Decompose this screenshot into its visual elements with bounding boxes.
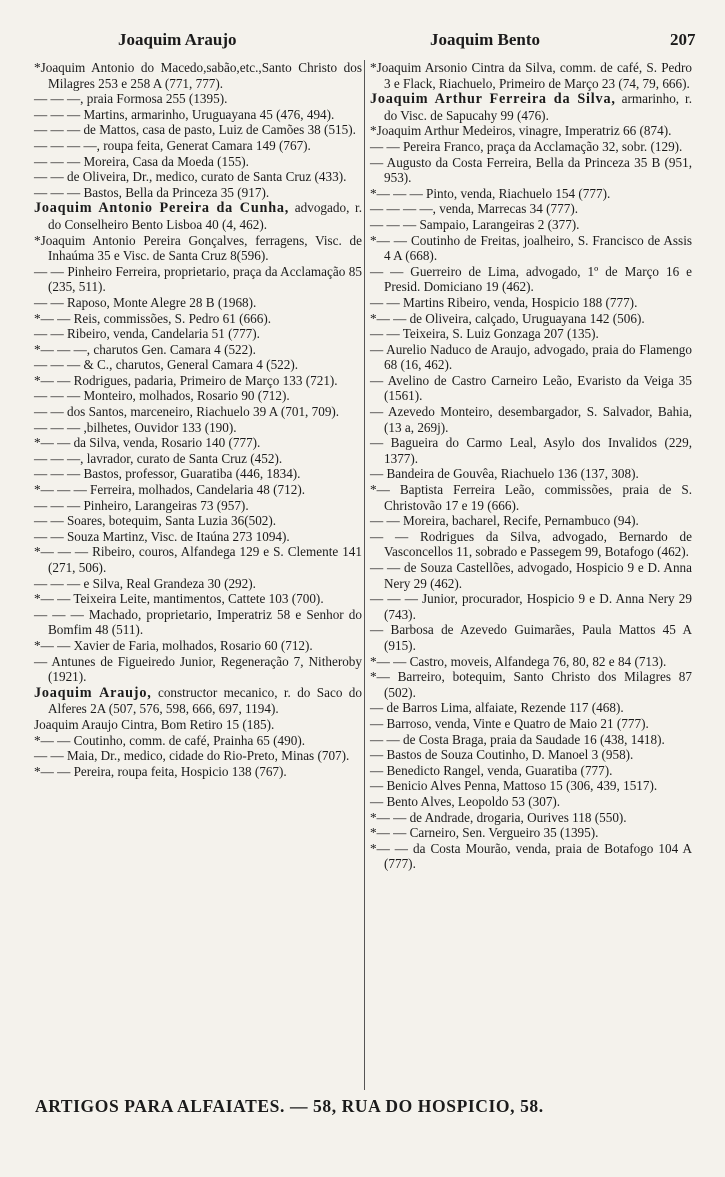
entry-text: — — Martins Ribeiro, venda, Hospicio 188 (777). bbox=[370, 294, 638, 310]
directory-entry bbox=[34, 498, 362, 514]
entry-text: *— — — Ribeiro, couros, Alfandega 129 e S. Clemente 141 (271, 506). bbox=[34, 544, 362, 575]
entry-text: — Benedicto Rangel, venda, Guaratiba (777). bbox=[370, 762, 613, 778]
directory-entry bbox=[370, 342, 692, 373]
entry-text: — — — Moreira, Casa da Moeda (155). bbox=[34, 153, 249, 169]
entry-text: — Azevedo Monteiro, desembargador, S. Salvador, Bahia, (13 a, 269j). bbox=[370, 404, 692, 435]
left-column bbox=[34, 60, 362, 779]
directory-entry bbox=[34, 295, 362, 311]
advertisement-footer: ARTIGOS PARA ALFAIATES. — 58, RUA DO HOSPICIO, 58. bbox=[35, 1096, 544, 1116]
entry-text: *— Barreiro, botequim, Santo Christo dos Milagres 87 (502). bbox=[370, 669, 692, 700]
directory-entry bbox=[370, 60, 692, 91]
directory-entry bbox=[370, 123, 692, 139]
entry-text: *— — da Costa Mourão, venda, praia de Botafogo 104 A (777). bbox=[370, 840, 692, 872]
directory-entry bbox=[34, 138, 362, 154]
directory-entry bbox=[370, 217, 692, 233]
entry-text: *— — Reis, commissões, S. Pedro 61 (666). bbox=[34, 310, 272, 326]
directory-entry bbox=[370, 841, 692, 872]
entry-text: — — Guerreiro de Lima, advogado, 1º de Março 16 e Presid. Domiciano 19 (462). bbox=[370, 263, 692, 295]
entry-text: *Joaquim Arsonio Cintra da Silva, comm. de café, S. Pedro 3 e Flack, Riachuelo, Primeiro de Março 23 (74, 79, 666). bbox=[370, 60, 692, 91]
entry-text: armarinho, r. do Visc. de Sapucahy 99 (476). bbox=[384, 91, 693, 123]
directory-entry bbox=[370, 326, 692, 342]
entry-name: Joaquim Arthur Ferreira da Silva, bbox=[370, 91, 616, 108]
entry-text: — Antunes de Figueiredo Junior, Regeneração 7, Nitheroby (1921). bbox=[34, 653, 362, 685]
directory-entry bbox=[34, 122, 362, 138]
entry-text: — — — e Silva, Real Grandeza 30 (292). bbox=[34, 575, 256, 591]
entry-text: Joaquim Araujo Cintra, Bom Retiro 15 (185). bbox=[34, 716, 275, 732]
directory-entry bbox=[34, 373, 362, 389]
entry-text: — Barbosa de Azevedo Guimarães, Paula Mattos 45 A (915). bbox=[370, 622, 692, 653]
entry-text: — — — —, roupa feita, Generat Camara 149 (767). bbox=[34, 137, 311, 153]
directory-entry bbox=[34, 357, 362, 373]
directory-entry bbox=[34, 544, 362, 575]
entry-name: Joaquim Araujo, bbox=[34, 684, 152, 701]
directory-entry bbox=[34, 466, 362, 482]
directory-entry bbox=[370, 778, 692, 794]
entry-text: — Barroso, venda, Vinte e Quatro de Maio 21 (777). bbox=[370, 715, 649, 731]
entry-text: *— — Castro, moveis, Alfandega 76, 80, 82 e 84 (713). bbox=[370, 653, 667, 669]
entry-text: — — Maia, Dr., medico, cidade do Rio-Preto, Minas (707). bbox=[34, 748, 350, 764]
directory-entry bbox=[34, 513, 362, 529]
directory-entry bbox=[34, 733, 362, 749]
page-number: 207 bbox=[670, 30, 696, 49]
directory-entry bbox=[34, 60, 362, 91]
directory-entry bbox=[34, 607, 362, 638]
directory-entry bbox=[370, 482, 692, 513]
entry-text: — Bandeira de Gouvêa, Riachuelo 136 (137, 308). bbox=[370, 466, 639, 482]
directory-entry bbox=[34, 342, 362, 358]
directory-entry bbox=[370, 622, 692, 653]
directory-entry bbox=[370, 404, 692, 435]
entry-text: — Aurelio Naduco de Araujo, advogado, praia do Flamengo 68 (16, 462). bbox=[370, 341, 692, 373]
directory-entry bbox=[370, 435, 692, 466]
entry-text: — Bagueira do Carmo Leal, Asylo dos Invalidos (229, 1377). bbox=[370, 435, 692, 466]
entry-text: — — Souza Martinz, Visc. de Itaúna 273 1094). bbox=[34, 528, 290, 544]
entry-text: — — Soares, botequim, Santa Luzia 36(502). bbox=[34, 513, 277, 529]
entry-text: *— — — Pinto, venda, Riachuelo 154 (777). bbox=[370, 185, 611, 201]
right-column bbox=[370, 60, 692, 872]
directory-entry bbox=[370, 810, 692, 826]
directory-entry bbox=[34, 200, 362, 232]
entry-text: — Avelino de Castro Carneiro Leão, Evaristo da Veiga 35 (1561). bbox=[370, 372, 692, 404]
directory-entry bbox=[34, 107, 362, 123]
entry-text: — — — Monteiro, molhados, Rosario 90 (712). bbox=[34, 388, 290, 404]
directory-entry bbox=[34, 169, 362, 185]
entry-text: — — — Pinheiro, Larangeiras 73 (957). bbox=[34, 497, 249, 513]
entry-text: — — Raposo, Monte Alegre 28 B (1968). bbox=[34, 294, 257, 310]
entry-text: — — Moreira, bacharel, Recife, Pernambuco (94). bbox=[370, 513, 639, 529]
header-left-name: Joaquim Araujo bbox=[118, 30, 237, 49]
entry-text: *— — de Oliveira, calçado, Uruguayana 142 (506). bbox=[370, 310, 645, 326]
entry-text: — — Pereira Franco, praça da Acclamação 32, sobr. (129). bbox=[370, 138, 683, 154]
entry-text: *— — Carneiro, Sen. Vergueiro 35 (1395). bbox=[370, 825, 599, 841]
directory-entry bbox=[370, 591, 692, 622]
directory-entry bbox=[370, 139, 692, 155]
entry-text: *— — Xavier de Faria, molhados, Rosario 60 (712). bbox=[34, 637, 313, 653]
entry-text: *— — — Ferreira, molhados, Candelaria 48 (712). bbox=[34, 482, 306, 498]
directory-entry bbox=[370, 233, 692, 264]
directory-entry bbox=[370, 295, 692, 311]
entry-text: *Joaquim Antonio do Macedo,sabão,etc.,Santo Christo dos Milagres 253 e 258 A (771, 777). bbox=[34, 60, 362, 91]
directory-entry bbox=[370, 513, 692, 529]
directory-entry bbox=[34, 638, 362, 654]
entry-text: *— — Coutinho de Freitas, joalheiro, S. Francisco de Assis 4 A (668). bbox=[370, 232, 692, 264]
directory-entry bbox=[370, 825, 692, 841]
entry-text: — — — Junior, procurador, Hospicio 9 e D. Anna Nery 29 (743). bbox=[370, 591, 692, 622]
directory-entry bbox=[34, 154, 362, 170]
directory-entry bbox=[34, 654, 362, 685]
entry-text: — — — de Mattos, casa de pasto, Luiz de Camões 38 (515). bbox=[34, 122, 356, 138]
directory-entry bbox=[34, 326, 362, 342]
directory-entry bbox=[370, 264, 692, 295]
entry-text: — — Ribeiro, venda, Candelaria 51 (777). bbox=[34, 326, 260, 342]
directory-entry bbox=[34, 748, 362, 764]
directory-entry bbox=[370, 763, 692, 779]
entry-text: — Benicio Alves Penna, Mattoso 15 (306, 439, 1517). bbox=[370, 778, 658, 794]
entry-text: *Joaquim Arthur Medeiros, vinagre, Imperatriz 66 (874). bbox=[370, 123, 672, 139]
entry-text: *— Baptista Ferreira Leão, commissões, praia de S. Christovão 17 e 19 (666). bbox=[370, 482, 692, 513]
entry-text: *— — Rodrigues, padaria, Primeiro de Março 133 (721). bbox=[34, 372, 338, 388]
entry-text: *Joaquim Antonio Pereira Gonçalves, ferragens, Visc. de Inhaúma 35 e Visc. de Santa Cruz 8(596). bbox=[34, 232, 362, 264]
entry-text: — — —, lavrador, curato de Santa Cruz (452). bbox=[34, 450, 283, 466]
entry-text: — — — Bastos, professor, Guaratiba (446, 1834). bbox=[34, 466, 301, 482]
directory-entry bbox=[370, 747, 692, 763]
directory-entry bbox=[34, 451, 362, 467]
entry-text: — — — Martins, armarinho, Uruguayana 45 (476, 494). bbox=[34, 106, 335, 122]
directory-entry bbox=[34, 91, 362, 107]
directory-entry bbox=[370, 466, 692, 482]
header-right-name: Joaquim Bento bbox=[430, 30, 541, 49]
entry-text: — — — Bastos, Bella da Princeza 35 (917). bbox=[34, 184, 270, 200]
entry-text: — — — & C., charutos, General Camara 4 (522). bbox=[34, 357, 299, 373]
entry-name: Joaquim Antonio Pereira da Cunha, bbox=[34, 200, 290, 217]
column-divider bbox=[364, 60, 365, 1090]
directory-entry bbox=[34, 685, 362, 717]
directory-entry bbox=[34, 404, 362, 420]
directory-entry bbox=[370, 716, 692, 732]
entry-text: — — —, praia Formosa 255 (1395). bbox=[34, 91, 228, 107]
entry-text: — — de Souza Castellões, advogado, Hospicio 9 e D. Anna Nery 29 (462). bbox=[370, 560, 692, 591]
entry-text: — — Rodrigues da Silva, advogado, Bernardo de Vasconcellos 11, sobrado e Passegem 99, Botafogo (462). bbox=[370, 528, 692, 560]
directory-entry bbox=[370, 529, 692, 560]
entry-text: — — Pinheiro Ferreira, proprietario, praça da Acclamação 85 (235, 511). bbox=[34, 263, 362, 295]
directory-entry bbox=[370, 311, 692, 327]
entry-text: — — — Sampaio, Larangeiras 2 (377). bbox=[370, 216, 580, 232]
directory-entry bbox=[34, 185, 362, 201]
entry-text: *— — de Andrade, drogaria, Ourives 118 (550). bbox=[370, 809, 627, 825]
entry-text: — Bento Alves, Leopoldo 53 (307). bbox=[370, 793, 561, 809]
entry-text: *— — da Silva, venda, Rosario 140 (777). bbox=[34, 435, 261, 451]
directory-entry bbox=[370, 186, 692, 202]
entry-text: *— — Pereira, roupa feita, Hospicio 138 (767). bbox=[34, 763, 287, 779]
directory-entry bbox=[34, 576, 362, 592]
directory-entry bbox=[34, 435, 362, 451]
entry-text: — de Barros Lima, alfaiate, Rezende 117 (468). bbox=[370, 700, 624, 716]
directory-entry bbox=[34, 388, 362, 404]
directory-entry bbox=[34, 717, 362, 733]
directory-entry bbox=[34, 764, 362, 780]
entry-text: advogado, r. do Conselheiro Bento Lisboa 40 (4, 462). bbox=[48, 200, 362, 232]
directory-entry bbox=[370, 560, 692, 591]
directory-entry bbox=[370, 201, 692, 217]
directory-entry bbox=[370, 700, 692, 716]
directory-entry bbox=[34, 264, 362, 295]
entry-text: — Bastos de Souza Coutinho, D. Manoel 3 (958). bbox=[370, 747, 634, 763]
directory-entry bbox=[34, 591, 362, 607]
running-header bbox=[0, 30, 725, 54]
entry-text: — Augusto da Costa Ferreira, Bella da Princeza 35 B (951, 953). bbox=[370, 154, 692, 186]
entry-text: — — — —, venda, Marrecas 34 (777). bbox=[370, 201, 579, 217]
entry-text: — — de Oliveira, Dr., medico, curato de Santa Cruz (433). bbox=[34, 169, 347, 185]
directory-entry bbox=[34, 420, 362, 436]
entry-text: — — — Machado, proprietario, Imperatriz 58 e Senhor do Bomfim 48 (511). bbox=[34, 606, 362, 638]
directory-entry bbox=[34, 311, 362, 327]
directory-entry bbox=[34, 233, 362, 264]
entry-text: — — de Costa Braga, praia da Saudade 16 (438, 1418). bbox=[370, 731, 665, 747]
directory-entry bbox=[370, 794, 692, 810]
entry-text: constructor mecanico, r. do Saco do Alferes 2A (507, 576, 598, 666, 697, 1194). bbox=[48, 684, 362, 717]
entry-text: *— — Coutinho, comm. de café, Prainha 65 (490). bbox=[34, 732, 306, 748]
entry-text: *— — Teixeira Leite, mantimentos, Cattete 103 (700). bbox=[34, 591, 324, 607]
directory-entry bbox=[370, 732, 692, 748]
entry-text: — — Teixeira, S. Luiz Gonzaga 207 (135). bbox=[370, 326, 599, 342]
directory-entry bbox=[370, 155, 692, 186]
directory-entry bbox=[370, 669, 692, 700]
entry-text: — — dos Santos, marceneiro, Riachuelo 39 A (701, 709). bbox=[34, 404, 340, 420]
entry-text: *— — —, charutos Gen. Camara 4 (522). bbox=[34, 341, 256, 357]
directory-entry bbox=[370, 373, 692, 404]
entry-text: — — — ,bilhetes, Ouvidor 133 (190). bbox=[34, 419, 237, 435]
directory-entry bbox=[370, 654, 692, 670]
directory-entry bbox=[34, 482, 362, 498]
directory-entry bbox=[34, 529, 362, 545]
directory-entry bbox=[370, 91, 692, 123]
